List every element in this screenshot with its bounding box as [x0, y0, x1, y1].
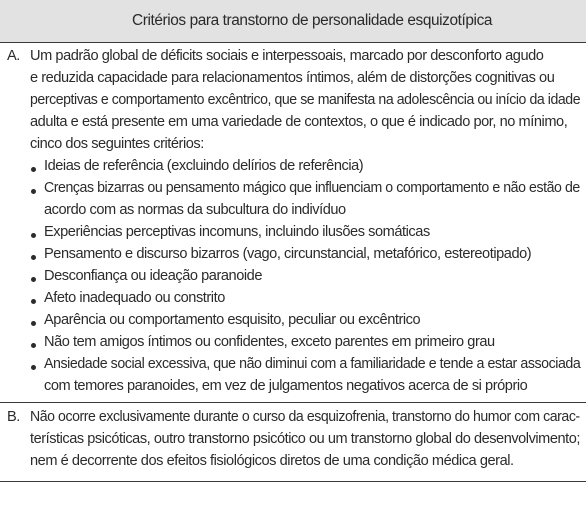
bullet-marker	[31, 277, 36, 282]
section-a-line: adulta e está presente em uma variedade de contextos, o que é indicado por, no mínimo,	[30, 114, 568, 130]
criterion-item: Afeto inadequado ou constrito	[44, 290, 225, 306]
table-header	[0, 0, 586, 42]
section-a-line: cinco dos seguintes critérios:	[30, 136, 204, 152]
criterion-item-continuation: acordo com as normas da subcultura do indivíduo	[44, 202, 346, 218]
criterion-item: Aparência ou comportamento esquisito, peculiar ou excêntrico	[44, 312, 421, 328]
section-b-line: Não ocorre exclusivamente durante o curso da esquizofrenia, transtorno do humor com carac-	[30, 409, 580, 425]
section-b-line: terísticas psicóticas, outro transtorno psicótico ou um transtorno global do desenvolvimento;	[30, 431, 580, 447]
section-a-marker: A.	[7, 48, 20, 64]
table-bottom-rule	[0, 481, 586, 482]
section-a-line: perceptivas e comportamento excêntrico, que se manifesta na adolescência ou início da idade	[30, 92, 581, 108]
section-divider	[0, 402, 586, 403]
criterion-item: Não tem amigos íntimos ou confidentes, exceto parentes em primeiro grau	[44, 334, 495, 350]
bullet-marker	[31, 255, 36, 260]
criterion-item: Experiências perceptivas incomuns, incluindo ilusões somáticas	[44, 224, 430, 240]
bullet-marker	[31, 233, 36, 238]
bullet-marker	[31, 365, 36, 370]
criterion-item: Ideias de referência (excluindo delírios de referência)	[44, 158, 364, 174]
criterion-item: Ansiedade social excessiva, que não diminui com a familiaridade e tende a estar associada	[44, 356, 581, 372]
bullet-marker	[31, 343, 36, 348]
section-b-marker: B.	[7, 409, 20, 425]
table-title: Critérios para transtorno de personalidade esquizotípica	[132, 12, 493, 29]
criterion-item: Pensamento e discurso bizarros (vago, circunstancial, metafórico, estereotipado)	[44, 246, 532, 262]
section-a-line: Um padrão global de déficits sociais e interpessoais, marcado por desconforto agudo	[30, 48, 544, 64]
bullet-marker	[31, 189, 36, 194]
criterion-item: Desconfiança ou ideação paranoide	[44, 268, 263, 284]
criterion-item-continuation: com temores paranoides, em vez de julgamentos negativos acerca de si próprio	[44, 378, 528, 394]
header-rule	[0, 42, 586, 43]
bullet-marker	[31, 167, 36, 172]
section-a-line: e reduzida capacidade para relacionamentos íntimos, além de distorções cognitivas ou	[30, 70, 555, 86]
bullet-marker	[31, 299, 36, 304]
criterion-item: Crenças bizarras ou pensamento mágico que influenciam o comportamento e não estão de	[44, 180, 580, 196]
bullet-marker	[31, 321, 36, 326]
section-b-line: nem é decorrente dos efeitos fisiológicos diretos de uma condição médica geral.	[30, 453, 514, 469]
